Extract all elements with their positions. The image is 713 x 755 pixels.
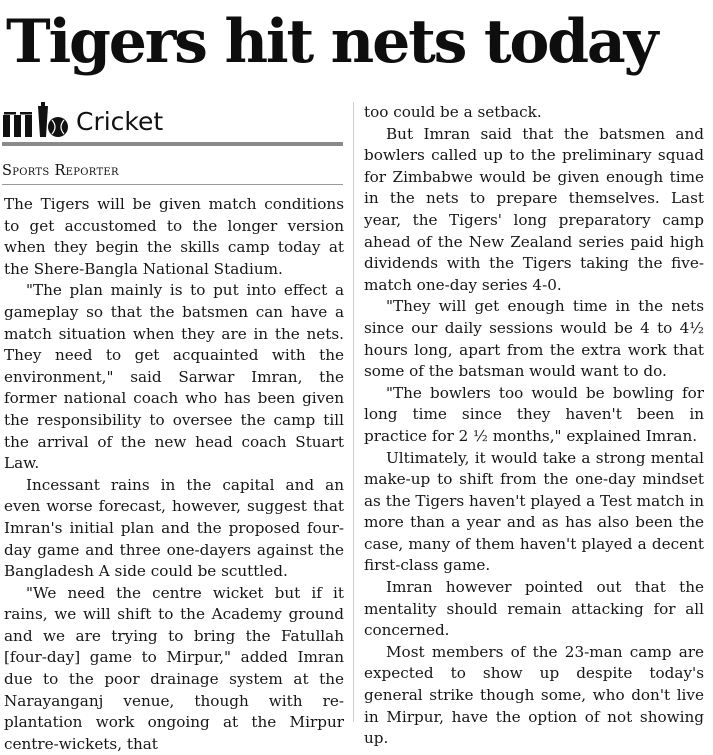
paragraph: Incessant rains in the capital and an even worse forecast, however, suggest that Imran's initial plan and the proposed four-day game and three one-dayers against the Bangladesh A side could be scuttled. bbox=[4, 475, 344, 581]
paragraph: But Imran said that the batsmen and bowlers called up to the preliminary squad for Zimbabwe would be given enough time in the nets to prepare themselves. Last year, the Tigers' long preparatory camp ahead of the New Zealand series paid high dividends with the Tigers taking the five-match one-day series 4-0. bbox=[364, 124, 704, 294]
paragraph: "We need the centre wicket but if it rains, we will shift to the Academy ground and we are trying to bring the Fatullah [four-day] game to Mirpur," added Imran due to the poor drainage system at the Narayanganj venue, though with re-plantation work ongoing at the Mirpur centre-wickets, that bbox=[4, 583, 344, 753]
article-column-2 bbox=[364, 102, 704, 750]
paragraph: too could be a setback. bbox=[364, 103, 542, 121]
paragraph: "The bowlers too would be bowling for long time since they haven't been in practice for 2 ½ months," explained Imran. bbox=[364, 383, 704, 445]
section-label: Cricket bbox=[76, 107, 164, 136]
paragraph: "The plan mainly is to put into effect a gameplay so that the batsmen can have a match situation when they are in the nets. They need to get acquainted with the environment," said Sarwar Imran, the former national coach who has been given the responsibility to oversee the camp till the arrival of the new head coach Stuart Law. bbox=[4, 281, 344, 473]
article-column-1 bbox=[4, 194, 344, 755]
cricket-stumps-and-ball-icon bbox=[2, 102, 72, 138]
paragraph: Imran however pointed out that the mentality should remain attacking for all concerned. bbox=[364, 578, 704, 640]
paragraph: The Tigers will be given match conditions to get accustomed to the longer version when they begin the skills camp today at the Shere-Bangla National Stadium. bbox=[4, 195, 344, 278]
paragraph: Most members of the 23-man camp are expected to show up despite today's general strike though some, who don't live in Mirpur, have the option of not showing up. bbox=[364, 642, 704, 748]
headline: Tigers hit nets today bbox=[6, 7, 657, 77]
column-divider bbox=[353, 102, 354, 722]
byline: Sports Reporter bbox=[2, 163, 119, 179]
paragraph: "They will get enough time in the nets since our daily sessions would be 4 to 4½ hours long, apart from the extra work that some of the batsman would want to do. bbox=[364, 297, 704, 381]
paragraph: Ultimately, it would take a strong mental make-up to shift from the one-day mindset as the Tigers haven't played a Test match in more than a year and as has also been the case, many of them haven't played a decent first-class game. bbox=[364, 448, 704, 575]
byline-divider bbox=[2, 184, 343, 185]
section-tag bbox=[2, 100, 343, 146]
